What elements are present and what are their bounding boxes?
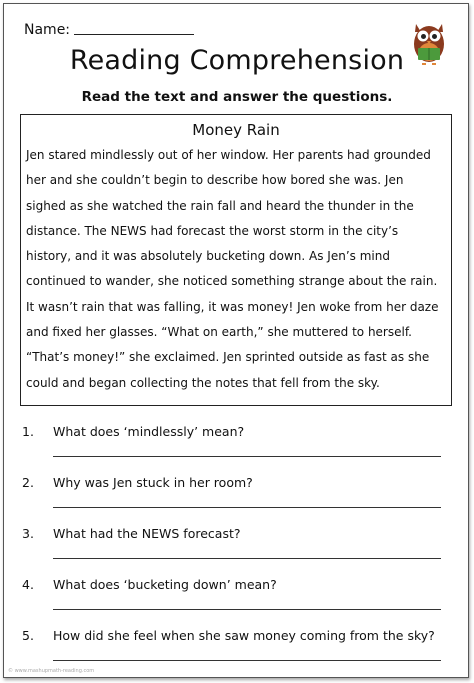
passage-title: Money Rain — [192, 121, 280, 139]
owl-reading-book-icon — [408, 14, 450, 68]
passage-line: distance. The NEWS had forecast the worst storm in the city’s — [26, 223, 399, 238]
question-list — [20, 424, 450, 679]
answer-line[interactable] — [53, 609, 441, 610]
answer-line[interactable] — [53, 558, 441, 559]
passage-line: her and she couldn’t begin to describe how bored she was. Jen — [26, 173, 404, 188]
passage-line: history, and it was absolutely bucketing down. As Jen’s mind — [26, 249, 390, 264]
passage-line: It wasn’t rain that was falling, it was money! Jen woke from her daze — [26, 299, 439, 314]
question-item — [20, 577, 450, 628]
question-number: 5. — [22, 628, 34, 643]
question-text: Why was Jen stuck in her room? — [53, 475, 253, 490]
question-number: 2. — [22, 475, 34, 490]
passage-line: and fixed her glasses. “What on earth,” she muttered to herself. — [26, 325, 412, 340]
question-number: 3. — [22, 526, 34, 541]
question-number: 1. — [22, 424, 34, 439]
question-text: What does ‘mindlessly’ mean? — [53, 424, 245, 439]
question-text: How did she feel when she saw money coming from the sky? — [53, 628, 435, 643]
passage-box — [20, 114, 452, 406]
question-text: What does ‘bucketing down’ mean? — [53, 577, 277, 592]
question-item — [20, 475, 450, 526]
passage-line: continued to wander, she noticed something strange about the rain. — [26, 274, 438, 289]
passage-line: sighed as she watched the rain fall and heard the thunder in the — [26, 198, 414, 213]
name-label: Name: — [24, 22, 71, 38]
answer-line[interactable] — [53, 507, 441, 508]
passage-line: could and began collecting the notes that fell from the sky. — [26, 375, 380, 390]
question-number: 4. — [22, 577, 34, 592]
passage-line: Jen stared mindlessly out of her window. Her parents had grounded — [26, 148, 431, 162]
name-underline[interactable] — [74, 33, 194, 35]
answer-line[interactable] — [53, 456, 441, 457]
passage-text — [21, 143, 451, 396]
question-text: What had the NEWS forecast? — [53, 526, 241, 541]
page-title: Reading Comprehension — [69, 45, 405, 76]
footer-credit: © www.mashupmath-reading.com — [8, 668, 95, 674]
answer-line[interactable] — [53, 660, 441, 661]
name-field[interactable] — [24, 22, 194, 38]
instructions: Read the text and answer the questions. — [81, 89, 393, 105]
passage-line: “That’s money!” she exclaimed. Jen sprinted outside as fast as she — [26, 350, 430, 365]
question-item — [20, 526, 450, 577]
question-item — [20, 424, 450, 475]
